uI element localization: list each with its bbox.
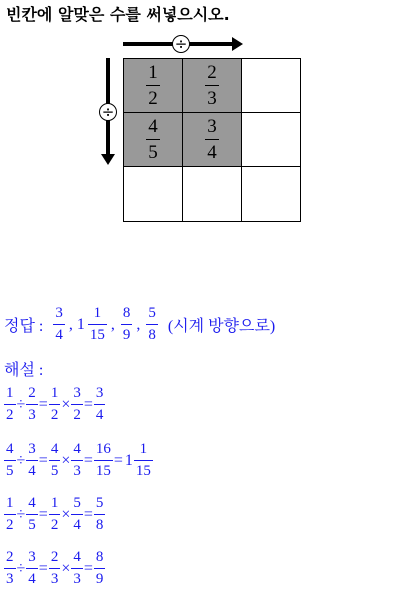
denominator: 2: [71, 404, 83, 423]
equation-symbol: =: [113, 451, 123, 469]
denominator: 3: [205, 85, 219, 108]
numerator: 1: [6, 385, 14, 401]
equation-fraction: [26, 442, 38, 479]
equation-fraction: [94, 442, 113, 479]
grid-cell-blank[interactable]: [242, 167, 301, 222]
answer-separator: ,: [68, 315, 73, 333]
denominator: 4: [205, 139, 219, 162]
equation-symbol: =: [83, 559, 93, 577]
grid-cell-filled: [183, 59, 242, 113]
right-arrow-icon: [232, 37, 243, 51]
equation-symbol: ÷: [16, 559, 26, 577]
cell-fraction: [205, 63, 219, 108]
numerator: 8: [95, 549, 104, 565]
numerator: 1: [139, 441, 148, 457]
cell-fraction: [146, 117, 160, 162]
answer-separator: ,: [110, 315, 115, 333]
denominator: 2: [49, 514, 61, 533]
numerator: 4: [73, 441, 81, 457]
equation-fraction: [94, 386, 106, 423]
grid-cell-blank[interactable]: [183, 167, 242, 222]
denominator: 15: [134, 460, 153, 479]
answer-fraction: [53, 306, 65, 343]
answer-whole-number: 1: [76, 315, 85, 333]
equation-symbol: ×: [61, 505, 71, 523]
answer-fraction: [121, 306, 133, 343]
numerator: 4: [50, 441, 59, 457]
equation-fraction: [49, 550, 61, 587]
denominator: 4: [94, 404, 106, 423]
denominator: 3: [26, 404, 38, 423]
equation-fraction: [71, 386, 83, 423]
equation-fraction: [26, 386, 38, 423]
numerator: 3: [28, 441, 36, 457]
denominator: 3: [71, 568, 83, 587]
denominator: 4: [71, 514, 83, 533]
numerator: 1: [50, 495, 59, 511]
denominator: 2: [4, 514, 16, 533]
numerator: 1: [93, 305, 102, 321]
equation-fraction: [49, 386, 61, 423]
equation-fraction: [71, 496, 83, 533]
numerator: 16: [95, 441, 111, 457]
numerator: 3: [207, 116, 217, 137]
numerator: 8: [122, 305, 131, 321]
denominator: 4: [53, 324, 65, 343]
answer-label: 정답 :: [4, 318, 44, 335]
equation-fraction: [26, 496, 38, 533]
equation-symbol: =: [83, 395, 93, 413]
denominator: 5: [49, 460, 61, 479]
equation-fraction: [49, 496, 61, 533]
explanation-equation: [4, 496, 105, 533]
explanation-label: 해설 :: [4, 362, 44, 379]
equation-fraction: [4, 442, 16, 479]
numerator: 5: [148, 305, 156, 321]
explanation-equation: [4, 442, 153, 479]
equation-symbol: =: [38, 505, 48, 523]
explanation-equation: [4, 550, 105, 587]
equation-fraction: [49, 442, 61, 479]
numerator: 2: [28, 385, 36, 401]
denominator: 3: [4, 568, 16, 587]
numerator: 1: [148, 62, 158, 83]
denominator: 9: [94, 568, 106, 587]
equation-symbol: ÷: [16, 451, 26, 469]
answer-fraction: [88, 306, 107, 343]
equation-fraction: [71, 550, 83, 587]
numerator: 3: [95, 385, 104, 401]
grid-cell-filled: [183, 113, 242, 167]
down-arrow-icon: [101, 154, 115, 165]
equation-symbol: =: [38, 395, 48, 413]
numerator: 5: [73, 495, 81, 511]
denominator: 4: [26, 568, 38, 587]
denominator: 9: [121, 324, 133, 343]
grid-cell-filled: [124, 59, 183, 113]
equation-symbol: =: [38, 559, 48, 577]
numerator: 1: [6, 495, 14, 511]
equation-symbol: =: [83, 505, 93, 523]
equation-fraction: [4, 386, 16, 423]
equation-symbol: =: [38, 451, 48, 469]
answer-row: [4, 306, 275, 343]
answer-fraction: [146, 306, 158, 343]
numerator: 2: [207, 62, 217, 83]
numerator: 3: [73, 385, 81, 401]
denominator: 4: [26, 460, 38, 479]
numerator: 1: [50, 385, 59, 401]
explanation-equation: [4, 386, 105, 423]
cell-fraction: [205, 117, 219, 162]
cell-fraction: [146, 63, 160, 108]
grid-cell-blank[interactable]: [242, 113, 301, 167]
equation-fraction: [4, 496, 16, 533]
equation-symbol: 1: [124, 451, 133, 469]
equation-symbol: ×: [61, 451, 71, 469]
numerator: 2: [6, 549, 14, 565]
denominator: 3: [71, 460, 83, 479]
numerator: 3: [55, 305, 63, 321]
denominator: 15: [94, 460, 113, 479]
answer-separator: ,: [136, 315, 141, 333]
numerator: 2: [50, 549, 59, 565]
denominator: 2: [4, 404, 16, 423]
numerator: 4: [6, 441, 14, 457]
equation-fraction: [4, 550, 16, 587]
fraction-grid: [123, 58, 301, 222]
denominator: 5: [26, 514, 38, 533]
numerator: 4: [73, 549, 81, 565]
divide-icon-vertical: ÷: [99, 103, 117, 121]
denominator: 8: [94, 514, 106, 533]
equation-symbol: ÷: [16, 395, 26, 413]
grid-cell-blank[interactable]: [124, 167, 183, 222]
denominator: 2: [146, 85, 160, 108]
numerator: 4: [28, 495, 36, 511]
denominator: 5: [4, 460, 16, 479]
equation-fraction: [26, 550, 38, 587]
numerator: 5: [95, 495, 104, 511]
denominator: 5: [146, 139, 160, 162]
denominator: 8: [146, 324, 158, 343]
equation-fraction: [134, 442, 153, 479]
denominator: 15: [88, 324, 107, 343]
equation-symbol: =: [83, 451, 93, 469]
answer-note: (시계 방향으로): [167, 318, 276, 335]
equation-fraction: [94, 496, 106, 533]
numerator: 3: [28, 549, 36, 565]
equation-symbol: ×: [61, 395, 71, 413]
equation-fraction: [94, 550, 106, 587]
divide-icon-horizontal: ÷: [172, 35, 190, 53]
denominator: 2: [49, 404, 61, 423]
grid-cell-blank[interactable]: [242, 59, 301, 113]
denominator: 3: [49, 568, 61, 587]
equation-symbol: ÷: [16, 505, 26, 523]
question-text: 빈칸에 알맞은 수를 써넣으시오.: [6, 5, 230, 24]
numerator: 4: [148, 116, 158, 137]
grid-cell-filled: [124, 113, 183, 167]
equation-fraction: [71, 442, 83, 479]
equation-symbol: ×: [61, 559, 71, 577]
